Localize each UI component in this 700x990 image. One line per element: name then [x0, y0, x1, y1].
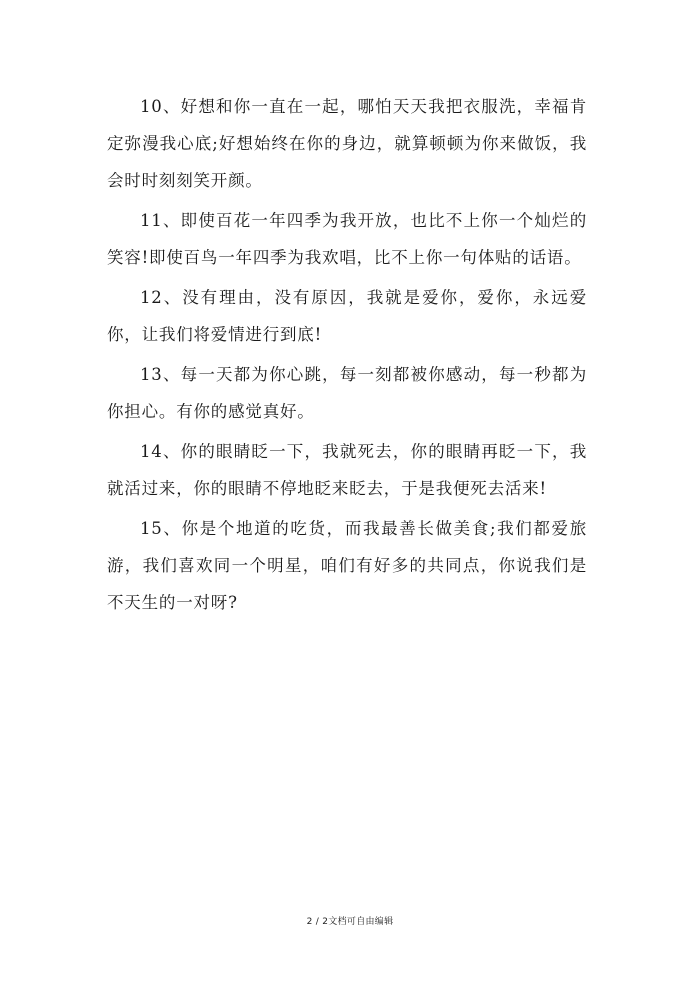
document-body: [107, 88, 587, 624]
paragraph-15: 15、你是个地道的吃货，而我最善长做美食;我们都爱旅游，我们喜欢同一个明星，咱们有好多的共同点，你说我们是不天生的一对呀?: [107, 519, 587, 612]
paragraph-14: 14、你的眼睛眨一下，我就死去，你的眼睛再眨一下，我就活过来，你的眼睛不停地眨来眨去，于是我便死去活来!: [107, 442, 587, 498]
paragraph-12: 12、没有理由，没有原因，我就是爱你，爱你，永远爱你，让我们将爱情进行到底!: [107, 288, 587, 344]
paragraph-11: 11、即使百花一年四季为我开放，也比不上你一个灿烂的笑容!即使百鸟一年四季为我欢唱，比不上你一句体贴的话语。: [107, 211, 587, 267]
paragraph-13: 13、每一天都为你心跳，每一刻都被你感动，每一秒都为你担心。有你的感觉真好。: [107, 365, 587, 421]
page-footer: 2 / 2文档可自由编辑: [306, 917, 394, 927]
paragraph-10: 10、好想和你一直在一起，哪怕天天我把衣服洗，幸福肯定弥漫我心底;好想始终在你的身边，就算顿顿为你来做饭，我会时时刻刻笑开颜。: [107, 97, 587, 190]
